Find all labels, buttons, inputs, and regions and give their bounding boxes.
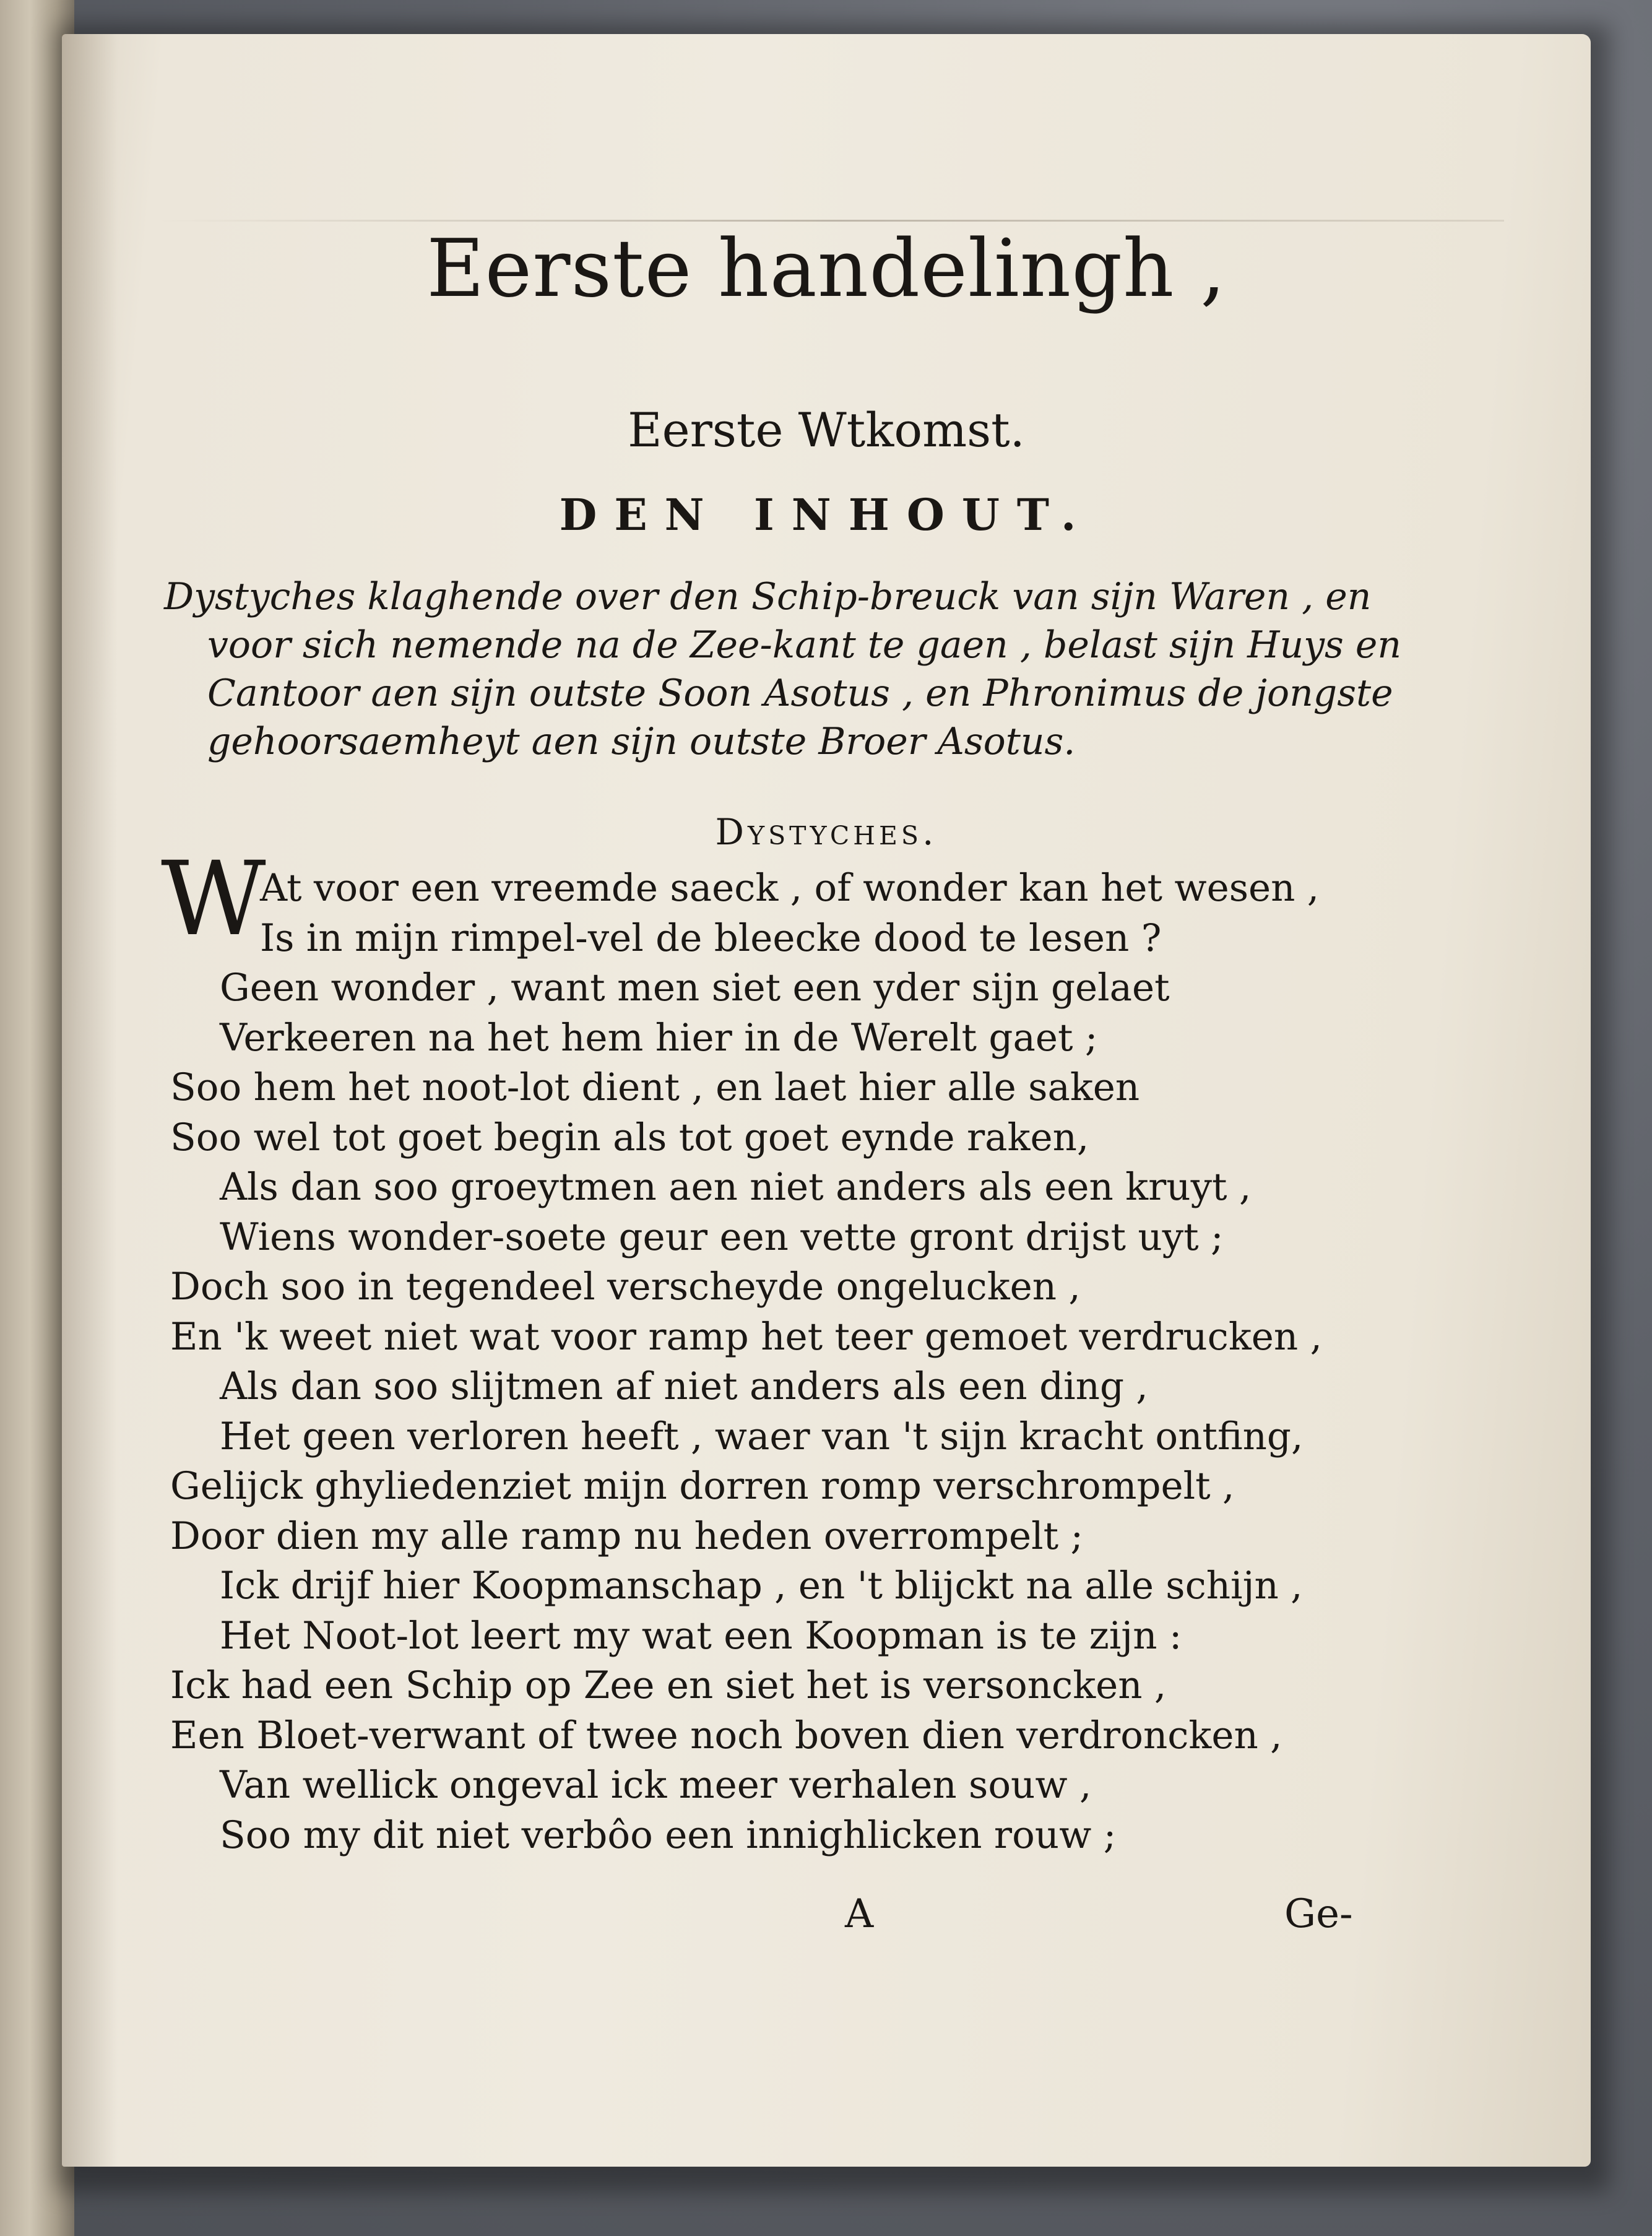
scene-title: Eerste Wtkomst.: [628, 402, 1025, 457]
verse-block: [62, 864, 1591, 1860]
catchword: Ge-: [1284, 1891, 1353, 1937]
verse-line: Geen wonder , want men siet een yder sijn gelaet: [220, 966, 1170, 1010]
verse-line: Een Bloet-verwant of twee noch boven dien verdroncken ,: [170, 1713, 1282, 1757]
verse-line: Soo my dit niet verbôo een innighlicken rouw ;: [220, 1813, 1117, 1857]
verse-line: Ick had een Schip op Zee en siet het is versoncken ,: [170, 1663, 1167, 1707]
verse-line: Van wellick ongeval ick meer verhalen souw ,: [220, 1763, 1092, 1807]
section-heading: DEN INHOUT.: [559, 489, 1094, 540]
verse-line: At voor een vreemde saeck , of wonder kan het wesen ,: [260, 866, 1320, 910]
drop-cap: W: [161, 839, 266, 958]
book-page: [62, 34, 1591, 2167]
verse-line: Het Noot-lot leert my wat een Koopman is te zijn :: [220, 1613, 1182, 1658]
summary-line: voor sich nemende na de Zee-kant te gaen , belast sijn Huys en: [207, 623, 1402, 667]
verse-line: Doch soo in tegendeel verscheyde ongelucken ,: [170, 1265, 1081, 1309]
verse-line: Als dan soo slijtmen af niet anders als een ding ,: [220, 1364, 1148, 1408]
verse-line: Verkeeren na het hem hier in de Werelt gaet ;: [220, 1015, 1098, 1060]
verse-line: Is in mijn rimpel-vel de bleecke dood te lesen ?: [260, 916, 1162, 960]
verse-line: En 'k weet niet wat voor ramp het teer gemoet verdrucken ,: [170, 1314, 1322, 1359]
summary-line: Dystyches klaghende over den Schip-breuck van sijn Waren , en: [164, 575, 1372, 618]
verse-line: Soo wel tot goet begin als tot goet eynde raken,: [170, 1115, 1089, 1159]
page-crease: [155, 220, 1504, 222]
speaker-name: Dystyches.: [715, 811, 938, 853]
summary-line: gehoorsaemheyt aen sijn outste Broer Asotus.: [207, 720, 1076, 763]
verse-line: Het geen verloren heeft , waer van 't sijn kracht ontfing,: [220, 1414, 1304, 1458]
summary-line: Cantoor aen sijn outste Soon Asotus , en Phronimus de jongste: [207, 672, 1393, 715]
verse-line: Wiens wonder-soete geur een vette gront drijst uyt ;: [220, 1215, 1224, 1259]
summary-paragraph: [164, 573, 1513, 766]
verse-line: Gelijck ghyliedenziet mijn dorren romp verschrompelt ,: [170, 1464, 1235, 1508]
verse-line: Als dan soo groeytmen aen niet anders als een kruyt ,: [220, 1165, 1252, 1209]
verse-line: Door dien my alle ramp nu heden overrompelt ;: [170, 1514, 1084, 1558]
verse-line: Ick drijf hier Koopmanschap , en 't blijckt na alle schijn ,: [220, 1564, 1303, 1608]
verse-line: Soo hem het noot-lot dient , en laet hier alle saken: [170, 1065, 1140, 1109]
act-title: Eerste handelingh ,: [426, 223, 1226, 315]
signature-mark: A: [845, 1891, 874, 1937]
